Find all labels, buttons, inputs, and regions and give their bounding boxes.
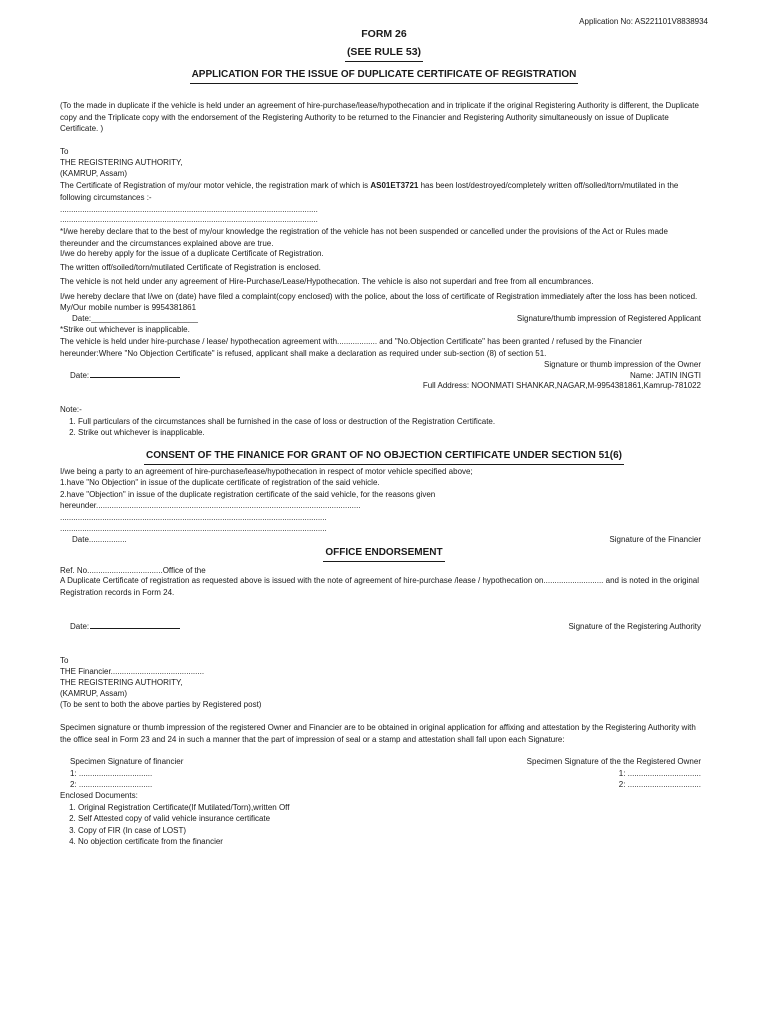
mobile-number: My/Our mobile number is 9954381861 <box>60 303 197 312</box>
signature-applicant-label: Signature/thumb impression of Registered Applicant <box>516 314 701 323</box>
footer-location: (KAMRUP, Assam) <box>60 689 127 698</box>
enclosed-documents-title: Enclosed Documents: <box>60 791 138 800</box>
held-under-text: The vehicle is held under hire-purchase / lease/ hypothecation agreement with.................. and "No.Objection Certificate" has been granted / refused by the Financier hereunder:Where "No Objection Certificate" is refused, applicant shall make a declaration as required under sub-section (8) of section 51. <box>60 337 642 358</box>
note-item: 1. Full particulars of the circumstances shall be furnished in the case of loss or destruction of the Registration Certificate. <box>78 416 701 428</box>
consent-line: I/we being a party to an agreement of hire-purchase/lease/hypothecation in respect of motor vehicle specified above; <box>60 467 473 476</box>
document-item: 1. Original Registration Certificate(If Mutilated/Torn),written Off <box>78 802 701 814</box>
date-label: Date: <box>70 371 90 380</box>
address-authority: THE REGISTERING AUTHORITY, <box>60 158 183 167</box>
owner-name: Name: JATIN INGTI <box>630 371 701 380</box>
dots-line: .................................................................................................................... <box>60 215 318 224</box>
rule-reference: (SEE RULE 53) <box>345 47 423 62</box>
specimen-financier-title: Specimen Signature of financier <box>70 757 184 766</box>
specimen-financier-line: 1: ................................. <box>70 769 153 778</box>
consent-line: 2.have "Objection" in issue of the duplicate registration certificate of the said vehicle, for the reasons given <box>60 490 436 499</box>
consent-title: CONSENT OF THE FINANICE FOR GRANT OF NO OBJECTION CERTIFICATE UNDER SECTION 51(6) <box>144 450 624 465</box>
date-blank-line <box>90 377 180 378</box>
registration-mark: AS01ET3721 <box>370 181 419 190</box>
consent-line: hereunder....................................................................................................................... <box>60 501 361 510</box>
consent-date: Date................. <box>72 535 127 544</box>
consent-line: ........................................................................................................................ <box>60 524 327 533</box>
certificate-text-end: has been lost/destroyed/completely written off/solled/torn/mutilated in the following circumstances :- <box>60 181 679 202</box>
consent-line: 1.have "No Objection" in issue of the duplicate certificate of registration of the said vehicle. <box>60 478 380 487</box>
form-title: FORM 26 <box>361 28 407 40</box>
application-number: Application No: AS221101V8838934 <box>579 17 708 26</box>
document-item: 3. Copy of FIR (In case of LOST) <box>78 825 701 837</box>
signature-financier-label: Signature of the Financier <box>609 535 701 544</box>
enclosed-documents-section <box>60 790 701 848</box>
consent-line: ........................................................................................................................ <box>60 513 327 522</box>
office-endorsement-text: A Duplicate Certificate of registration as requested above is issued with the note of agreement of hire-purchase /lease / hypothecation on........................... and is noted in the original Registration records in Form 24. <box>60 576 700 597</box>
address-to: To <box>60 147 69 156</box>
signature-authority-label: Signature of the Registering Authority <box>568 622 701 631</box>
date-field: Date:________________________ <box>72 314 198 323</box>
certificate-statement <box>60 180 701 203</box>
footer-authority: THE REGISTERING AUTHORITY, <box>60 678 183 687</box>
document-item: 2. Self Attested copy of valid vehicle insurance certificate <box>78 813 701 825</box>
signature-owner-label: Signature or thumb impression of the Owner <box>544 360 701 369</box>
note-item: 2. Strike out whichever is inapplicable. <box>78 427 701 439</box>
specimen-text: Specimen signature or thumb impression of the registered Owner and Financier are to be obtained in original application for affixing and attestation by the Registering Authority with the office seal in Form 23 and 24 in such a manner that the part of impression of seal or a stamp and attestation shall fall upon each Signature: <box>60 723 696 744</box>
specimen-financier-line: 2: ................................. <box>70 780 153 789</box>
intro-paragraph: (To the made in duplicate if the vehicle is held under an agreement of hire-purchase/lease/hypothecation and in triplicate if the original Registering Authority is different, the Duplicate copy and the Triplicate copy with the endorsement of the Registering Authority to be returned to the Financier and Registering Authority simultaneously on issue of Duplicate Certificate. ) <box>60 101 699 133</box>
specimen-owner-title: Specimen Signature of the the Registered Owner <box>526 757 701 766</box>
specimen-owner-line: 1: ................................. <box>618 769 701 778</box>
owner-full-address: Full Address: NOONMATI SHANKAR,NAGAR,M-9954381861,Kamrup-781022 <box>422 381 701 390</box>
main-title: APPLICATION FOR THE ISSUE OF DUPLICATE CERTIFICATE OF REGISTRATION <box>190 69 579 84</box>
declaration-text: *I/we hereby declare that to the best of my/our knowledge the registration of the vehicle has not been suspended or cancelled under the provisions of the Act or Rules made thereunder and the circumstances explained above are true. <box>60 227 668 248</box>
date-label: Date: <box>70 622 90 631</box>
address-location: (KAMRUP, Assam) <box>60 169 127 178</box>
date-blank-line <box>90 628 180 629</box>
complaint-text: I/we hereby declare that I/we on (date) have filed a complaint(copy enclosed) with the police, about the loss of certificate of Registration immediately after the loss has been noticed. <box>60 292 698 301</box>
footer-financier: THE Financier.......................................... <box>60 667 205 676</box>
notes-title: Note:- <box>60 405 82 414</box>
notes-section <box>60 404 701 439</box>
document-item: 4. No objection certificate from the financier <box>78 836 701 848</box>
not-held-text: The vehicle is not held under any agreement of Hire-Purchase/Lease/Hypothecation. The vehicle is also not superdari and free from all encumbrances. <box>60 277 594 286</box>
footer-to: To <box>60 656 69 665</box>
enclosed-text: The written off/soiled/torn/mutilated Certificate of Registration is enclosed. <box>60 263 321 272</box>
specimen-owner-line: 2: ................................. <box>618 780 701 789</box>
office-ref-number: Ref. No..................................Office of the <box>60 566 206 575</box>
strike-note: *Strike out whichever is inapplicable. <box>60 325 190 334</box>
certificate-text-start: The Certificate of Registration of my/our motor vehicle, the registration mark of which is <box>60 181 371 190</box>
office-endorsement-title: OFFICE ENDORSEMENT <box>323 547 444 562</box>
apply-text: I/we do hereby apply for the issue of a duplicate Certificate of Registration. <box>60 249 324 258</box>
dots-line: .................................................................................................................... <box>60 205 318 214</box>
footer-post-note: (To be sent to both the above parties by Registered post) <box>60 700 262 709</box>
